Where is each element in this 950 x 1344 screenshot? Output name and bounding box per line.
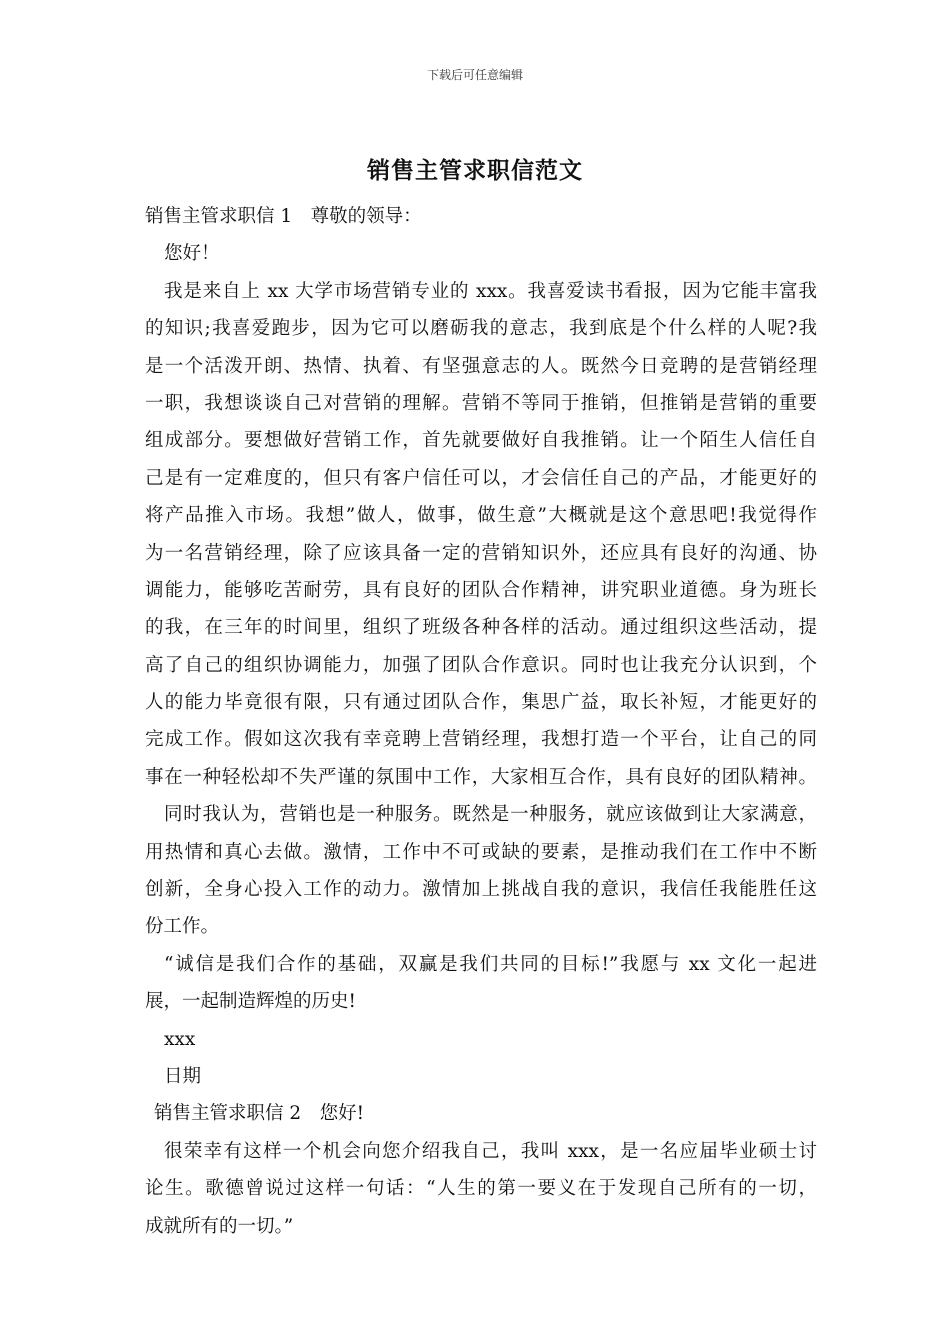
paragraph-line: 为一名营销经理，除了应该具备一定的营销知识外，还应具有良好的沟通、协 bbox=[145, 542, 817, 564]
paragraph-line: 调能力，能够吃苦耐劳，具有良好的团队合作精神，讲究职业道德。身为班长 bbox=[145, 579, 817, 601]
page-header-note: 下载后可任意编辑 bbox=[426, 68, 523, 82]
paragraph-line: 的我，在三年的时间里，组织了班级各种各样的活动。通过组织这些活动，提 bbox=[145, 617, 817, 639]
paragraph-line: 己是有一定难度的，但只有客户信任可以，才会信任自己的产品，才能更好的 bbox=[145, 467, 817, 489]
paragraph-line: 一职，我想谈谈自己对营销的理解。营销不等同于推销，但推销是营销的重要 bbox=[145, 392, 817, 414]
paragraph-line: 创新，全身心投入工作的动力。激情加上挑战自我的意识，我信任我能胜任这 bbox=[145, 879, 817, 901]
signature-date: 日期 bbox=[164, 1065, 202, 1087]
paragraph-line: 将产品推入市场。我想”做人，做事，做生意”大概就是这个意思吧!我觉得作 bbox=[145, 505, 817, 527]
document-body bbox=[145, 198, 817, 1245]
paragraph-line: 的知识;我喜爱跑步，因为它可以磨砺我的意志，我到底是个什么样的人呢?我 bbox=[145, 318, 817, 340]
paragraph-line: 事在一种轻松却不失严谨的氛围中工作，大家相互合作，具有良好的团队精神。 bbox=[145, 766, 817, 788]
paragraph-line: 高了自己的组织协调能力，加强了团队合作意识。同时也让我充分认识到，个 bbox=[145, 654, 817, 676]
letter-1-heading: 销售主管求职信 1 尊敬的领导： bbox=[145, 206, 422, 227]
paragraph-line: 人的能力毕竟很有限，只有通过团队合作，集思广益，取长补短，才能更好的 bbox=[145, 692, 817, 714]
paragraph-line: 用热情和真心去做。激情，工作中不可或缺的要素，是推动我们在工作中不断 bbox=[145, 841, 817, 863]
paragraph-line: 很荣幸有这样一个机会向您介绍我自己，我叫 xxx，是一名应届毕业硕士讨 bbox=[164, 1140, 817, 1162]
paragraph-line: 成就所有的一切。” bbox=[145, 1215, 294, 1237]
paragraph-line: 组成部分。要想做好营销工作，首先就要做好自我推销。让一个陌生人信任自 bbox=[145, 430, 817, 452]
document-title: 销售主管求职信范文 bbox=[367, 157, 583, 184]
greeting-line: 您好！ bbox=[164, 243, 220, 265]
paragraph-line: 展，一起制造辉煌的历史! bbox=[145, 991, 356, 1013]
letter-2-heading: 销售主管求职信 2 您好! bbox=[154, 1103, 365, 1125]
paragraph-line: “诚信是我们合作的基础，双赢是我们共同的目标!”我愿与 xx 文化一起进 bbox=[164, 953, 817, 975]
paragraph-line: 是一个活泼开朗、热情、执着、有坚强意志的人。既然今日竞聘的是营销经理 bbox=[145, 355, 817, 377]
paragraph-line: 完成工作。假如这次我有幸竞聘上营销经理，我想打造一个平台，让自己的同 bbox=[145, 729, 817, 751]
signature-name: xxx bbox=[164, 1028, 196, 1050]
paragraph-line: 同时我认为，营销也是一种服务。既然是一种服务，就应该做到让大家满意， bbox=[164, 804, 817, 826]
paragraph-line: 我是来自上 xx 大学市场营销专业的 xxx。我喜爱读书看报，因为它能丰富我 bbox=[164, 280, 817, 302]
paragraph-line: 论生。歌德曾说过这样一句话：“人生的第一要义在于发现自己所有的一切， bbox=[145, 1178, 817, 1200]
paragraph-line: 份工作。 bbox=[145, 916, 220, 938]
